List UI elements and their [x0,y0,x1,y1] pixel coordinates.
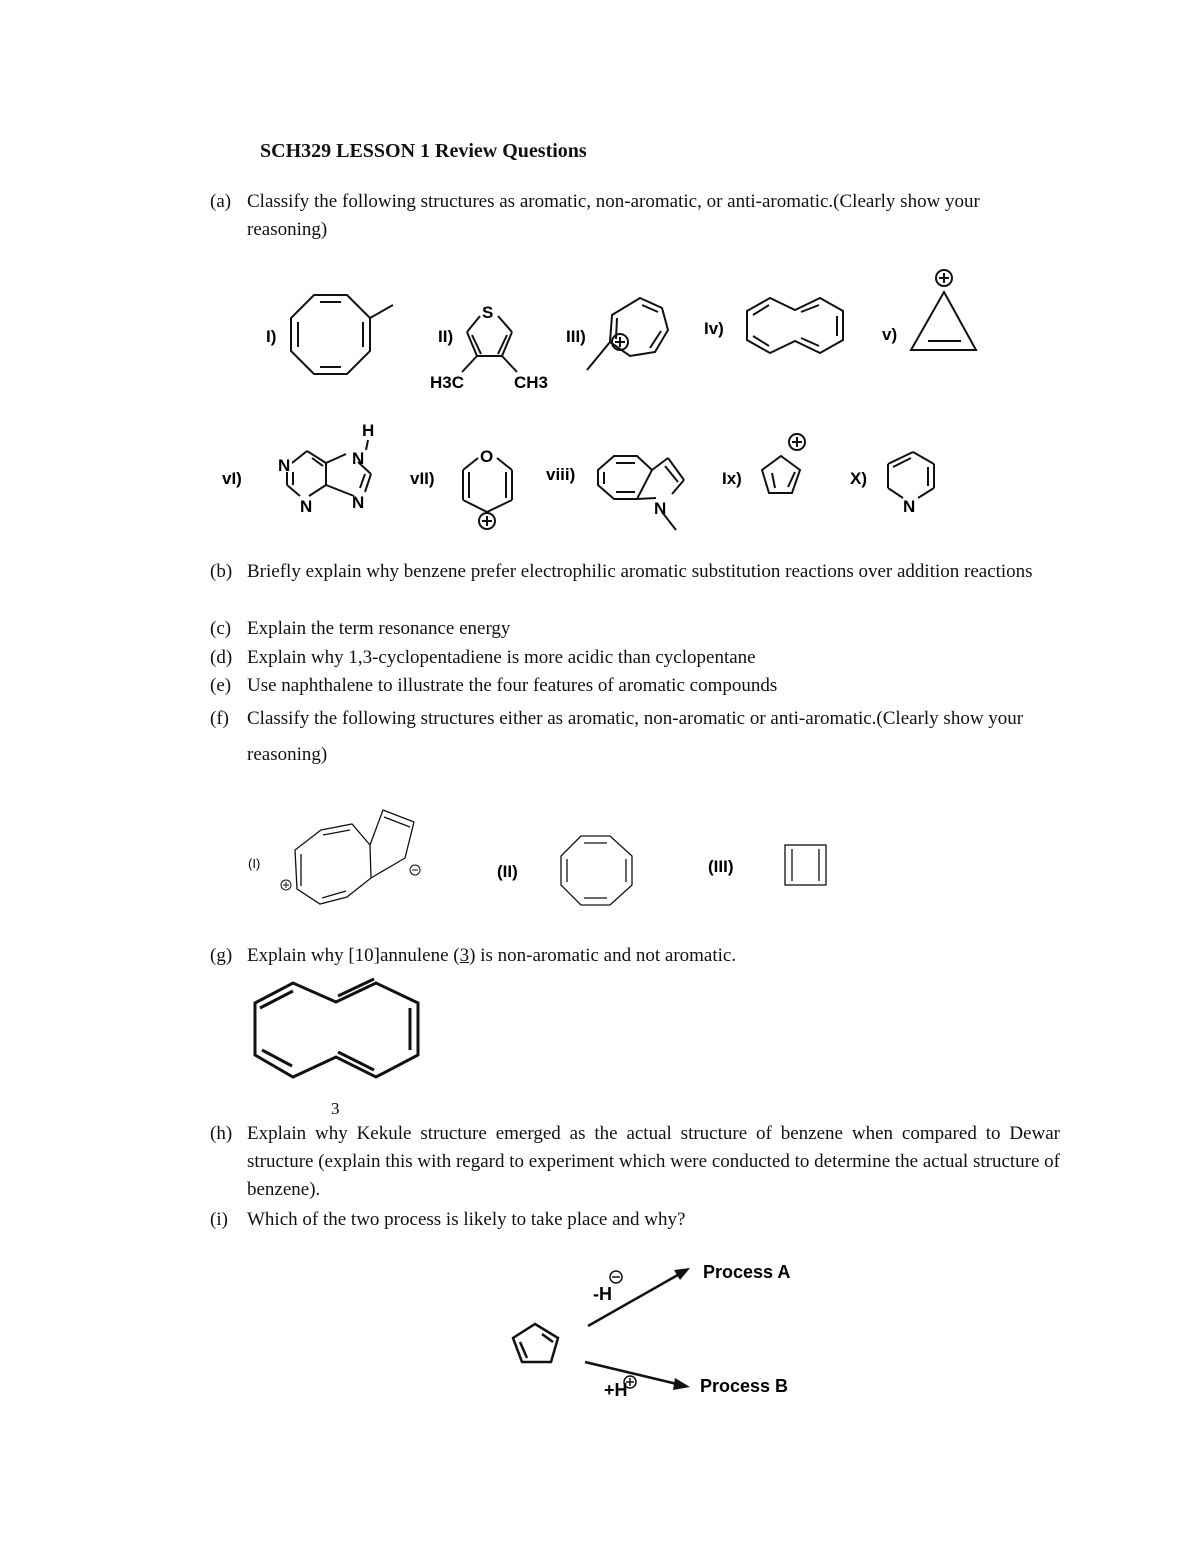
question-label: (f) [210,708,229,729]
question-text-part: Explain why [10]annulene ( [247,945,460,966]
question-label: (e) [210,675,232,696]
question-label: (c) [210,618,232,639]
atom-label: N [300,497,313,516]
reagent-label: -H [593,1284,612,1304]
question-g [210,942,1060,970]
structure-label: III) [566,327,586,346]
question-text: Use naphthalene to illustrate the four features of aromatic compounds [247,675,778,696]
reagent-label: +H [604,1380,628,1400]
question-text [247,942,1060,970]
question-d [210,644,1060,672]
question-label: (b) [210,561,233,582]
question-text-part: ) is non-aromatic and not aromatic. [469,945,737,966]
structure-label: vII) [410,469,435,488]
structure-label: I) [266,327,277,346]
question-text: Which of the two process is likely to take place and why? [247,1209,686,1230]
question-b [210,558,1060,586]
structure-label: v) [882,325,898,344]
structure-label: (I) [248,856,261,871]
structure-label: Iv) [704,319,724,338]
atom-label: N [352,449,365,468]
question-e [210,672,1060,700]
structures-a-figure [0,260,1200,540]
question-text: Classify the following structures either as aromatic, non-aromatic or anti-aromatic.(Clearly show your reasoning) [247,708,1024,765]
atom-label: N [278,456,291,475]
question-label: (d) [210,647,233,668]
question-h [210,1120,1060,1204]
question-a [210,188,1060,244]
atom-label: N [903,497,916,516]
page-title: SCH329 LESSON 1 Review Questions [260,140,587,162]
structure-label: (II) [497,862,518,881]
question-text: Explain why Kekule structure emerged as the actual structure of benzene when compared to Dewar structure (explain this with regard to experiment which were conducted to determine the actual structure of benzene). [247,1123,1061,1200]
compound-reference: 3 [459,945,470,966]
structure-label: vI) [222,469,242,488]
atom-label: N [352,493,365,512]
question-text: Classify the following structures as aromatic, non-aromatic, or anti-aromatic.(Clearly show your reasoning) [247,191,980,240]
structure-label: (III) [708,857,734,876]
reaction-scheme [0,1250,1200,1410]
question-label: (i) [210,1209,228,1230]
question-text: Briefly explain why benzene prefer electrophilic aromatic substitution reactions over addition reactions [247,561,1033,582]
structure-label: X) [850,469,867,488]
atom-label: CH3 [514,373,549,392]
question-label: (a) [210,191,232,212]
question-text: Explain the term resonance energy [247,618,511,639]
structure-label: viii) [546,465,576,484]
atom-label: S [482,303,494,322]
process-a-label: Process A [703,1262,791,1282]
atom-label: N [654,499,667,518]
question-label: (h) [210,1123,233,1144]
question-label: (g) [210,945,233,966]
atom-label: H3C [430,373,465,392]
atom-label: H [362,421,375,440]
atom-label: O [480,447,494,466]
structure-label: Ix) [722,469,742,488]
question-c [210,615,1060,643]
question-i [210,1206,1060,1234]
structure-label: II) [438,327,454,346]
question-f [210,701,1060,773]
annulene-figure [0,970,500,1120]
question-text: Explain why 1,3-cyclopentadiene is more acidic than cyclopentane [247,647,756,668]
structures-f-figure [0,800,1200,920]
process-b-label: Process B [700,1376,789,1396]
compound-number: 3 [331,1099,340,1118]
